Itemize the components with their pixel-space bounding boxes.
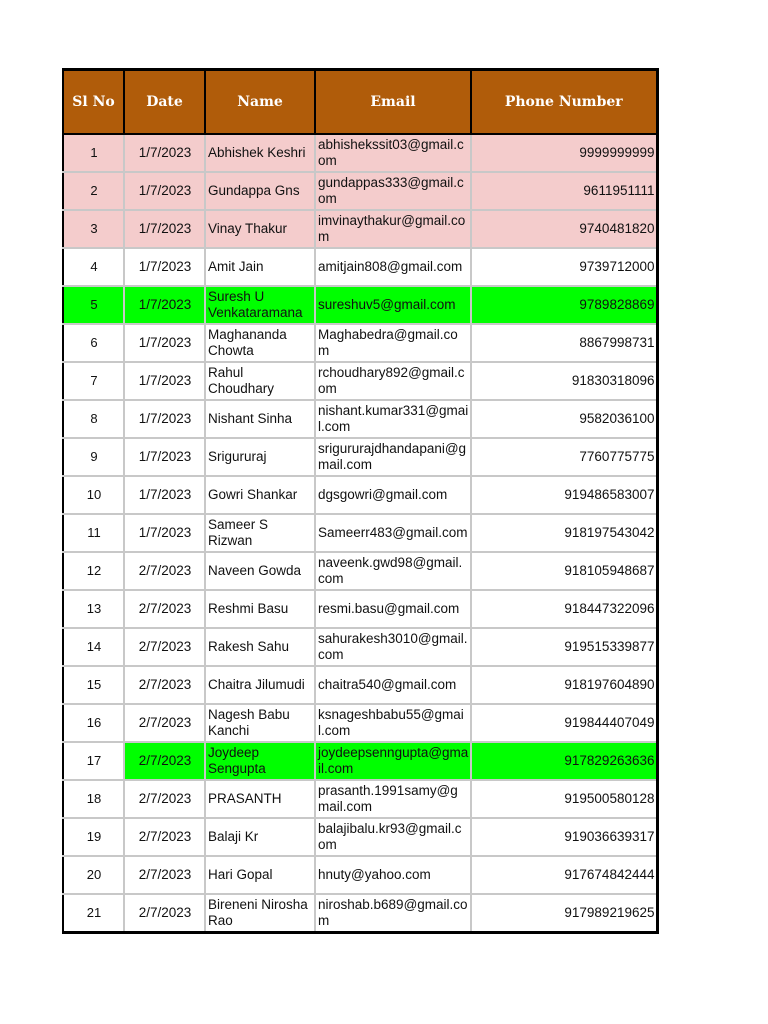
header-row <box>63 70 657 135</box>
table-row <box>63 894 657 933</box>
cell-date: 1/7/2023 <box>124 476 205 514</box>
cell-name: Nagesh Babu Kanchi <box>205 704 315 742</box>
cell-sl-no: 2 <box>63 172 124 210</box>
table-row <box>63 742 657 780</box>
cell-date: 1/7/2023 <box>124 286 205 324</box>
header-date: Date <box>124 70 205 135</box>
cell-email: joydeepsenngupta@gmail.com <box>315 742 471 780</box>
header-email: Email <box>315 70 471 135</box>
cell-email: balajibalu.kr93@gmail.com <box>315 818 471 856</box>
table-row <box>63 134 657 172</box>
cell-sl-no: 17 <box>63 742 124 780</box>
cell-phone-number: 9740481820 <box>471 210 657 248</box>
cell-name: Naveen Gowda <box>205 552 315 590</box>
cell-phone-number: 917989219625 <box>564 905 655 920</box>
cell-sl-no: 11 <box>63 514 124 552</box>
cell-name: Nishant Sinha <box>205 400 315 438</box>
cell-name: Joydeep Sengupta <box>205 742 315 780</box>
cell-name: Hari Gopal <box>205 856 315 894</box>
cell-sl-no: 19 <box>63 818 124 856</box>
cell-date: 2/7/2023 <box>124 552 205 590</box>
cell-name: Vinay Thakur <box>205 210 315 248</box>
table-row <box>63 780 657 818</box>
cell-name: Abhishek Keshri <box>205 134 315 172</box>
cell-name: Suresh U Venkataramana <box>205 286 315 324</box>
table-header <box>63 70 657 135</box>
table-row <box>63 590 657 628</box>
cell-phone-number: 918197604890 <box>471 666 657 704</box>
cell-date: 1/7/2023 <box>124 172 205 210</box>
cell-name: Bireneni Nirosha Rao <box>205 894 315 933</box>
cell-email: resmi.basu@gmail.com <box>315 590 471 628</box>
cell-phone-number: 8867998731 <box>471 324 657 362</box>
cell-email: nishant.kumar331@gmail.com <box>315 400 471 438</box>
cell-sl-no: 13 <box>63 590 124 628</box>
cell-name: Sameer S Rizwan <box>205 514 315 552</box>
cell-email: abhishekssit03@gmail.com <box>315 134 471 172</box>
cell-phone-number: 919844407049 <box>471 704 657 742</box>
cell-name: Balaji Kr <box>205 818 315 856</box>
cell-phone-number: 91830318096 <box>471 362 657 400</box>
cell-sl-no: 21 <box>63 894 124 933</box>
cell-sl-no: 4 <box>63 248 124 286</box>
cell-name: Rahul Choudhary <box>205 362 315 400</box>
cell-email: srigururajdhandapani@gmail.com <box>315 438 471 476</box>
cell-email: Sameerr483@gmail.com <box>315 514 471 552</box>
cell-date: 1/7/2023 <box>124 362 205 400</box>
table-row <box>63 514 657 552</box>
table-row <box>63 704 657 742</box>
cell-phone-number: 9999999999 <box>471 134 657 172</box>
cell-name: Amit Jain <box>205 248 315 286</box>
cell-email: dgsgowri@gmail.com <box>315 476 471 514</box>
cell-phone-number: 918447322096 <box>471 590 657 628</box>
cell-date: 1/7/2023 <box>124 210 205 248</box>
cell-phone-number: 917829263636 <box>471 742 657 780</box>
cell-sl-no: 10 <box>63 476 124 514</box>
cell-date: 1/7/2023 <box>124 400 205 438</box>
cell-phone-number: 919515339877 <box>471 628 657 666</box>
cell-sl-no: 15 <box>63 666 124 704</box>
cell-phone-number: 9789828869 <box>471 286 657 324</box>
header-name: Name <box>205 70 315 135</box>
cell-name: Srigururaj <box>205 438 315 476</box>
cell-date: 2/7/2023 <box>124 818 205 856</box>
cell-email: hnuty@yahoo.com <box>315 856 471 894</box>
cell-phone-number: 9582036100 <box>471 400 657 438</box>
cell-sl-no: 18 <box>63 780 124 818</box>
cell-email: sahurakesh3010@gmail.com <box>315 628 471 666</box>
table-row <box>63 628 657 666</box>
cell-date: 2/7/2023 <box>124 856 205 894</box>
header-phone-number: Phone Number <box>471 70 657 135</box>
cell-email: gundappas333@gmail.com <box>315 172 471 210</box>
cell-phone-number: 919486583007 <box>471 476 657 514</box>
cell-phone-number: 919500580128 <box>471 780 657 818</box>
cell-email: naveenk.gwd98@gmail.com <box>315 552 471 590</box>
cell-date: 2/7/2023 <box>124 666 205 704</box>
cell-phone-number: 917674842444 <box>471 856 657 894</box>
cell-sl-no: 16 <box>63 704 124 742</box>
cell-email: amitjain808@gmail.com <box>315 248 471 286</box>
table-row <box>63 286 657 324</box>
cell-email: prasanth.1991samy@gmail.com <box>315 780 471 818</box>
cell-name: Gundappa Gns <box>205 172 315 210</box>
cell-email: niroshab.b689@gmail.com <box>315 894 471 933</box>
cell-sl-no: 20 <box>63 856 124 894</box>
table-row <box>63 210 657 248</box>
table-body <box>63 134 657 933</box>
table-row <box>63 818 657 856</box>
table-row <box>63 400 657 438</box>
cell-sl-no: 7 <box>63 362 124 400</box>
cell-name: Gowri Shankar <box>205 476 315 514</box>
table-row <box>63 476 657 514</box>
table-row <box>63 856 657 894</box>
cell-date: 2/7/2023 <box>124 590 205 628</box>
cell-date: 1/7/2023 <box>124 248 205 286</box>
cell-email: ksnageshbabu55@gmail.com <box>315 704 471 742</box>
cell-date: 1/7/2023 <box>124 134 205 172</box>
table-row <box>63 552 657 590</box>
cell-sl-no: 1 <box>63 134 124 172</box>
table-row <box>63 666 657 704</box>
contacts-table <box>62 68 659 934</box>
cell-phone-number: 9611951111 <box>471 172 657 210</box>
cell-sl-no: 3 <box>63 210 124 248</box>
cell-date: 1/7/2023 <box>124 324 205 362</box>
cell-email: chaitra540@gmail.com <box>315 666 471 704</box>
table-row <box>63 324 657 362</box>
cell-sl-no: 8 <box>63 400 124 438</box>
cell-name: Rakesh Sahu <box>205 628 315 666</box>
cell-date: 1/7/2023 <box>124 438 205 476</box>
cell-email: rchoudhary892@gmail.com <box>315 362 471 400</box>
cell-sl-no: 12 <box>63 552 124 590</box>
cell-date: 2/7/2023 <box>124 894 205 933</box>
table-row <box>63 172 657 210</box>
cell-sl-no: 9 <box>63 438 124 476</box>
cell-name: Maghananda Chowta <box>205 324 315 362</box>
cell-sl-no: 5 <box>63 286 124 324</box>
table-row <box>63 248 657 286</box>
cell-name: Reshmi Basu <box>205 590 315 628</box>
cell-sl-no: 6 <box>63 324 124 362</box>
cell-name: PRASANTH <box>205 780 315 818</box>
cell-name: Chaitra Jilumudi <box>205 666 315 704</box>
cell-date: 2/7/2023 <box>124 780 205 818</box>
cell-date: 1/7/2023 <box>124 514 205 552</box>
cell-phone-number: 918197543042 <box>471 514 657 552</box>
cell-phone-number: 9739712000 <box>471 248 657 286</box>
table-row <box>63 438 657 476</box>
table-row <box>63 362 657 400</box>
cell-email: sureshuv5@gmail.com <box>315 286 471 324</box>
cell-date: 2/7/2023 <box>124 742 205 780</box>
header-sl-no: Sl No <box>63 70 124 135</box>
cell-phone-number: 918105948687 <box>471 552 657 590</box>
cell-sl-no: 14 <box>63 628 124 666</box>
cell-email: imvinaythakur@gmail.com <box>315 210 471 248</box>
cell-date: 2/7/2023 <box>124 704 205 742</box>
cell-phone-number: 919036639317 <box>471 818 657 856</box>
cell-phone-number: 7760775775 <box>471 438 657 476</box>
cell-date: 2/7/2023 <box>124 628 205 666</box>
cell-email: Maghabedra@gmail.com <box>315 324 471 362</box>
